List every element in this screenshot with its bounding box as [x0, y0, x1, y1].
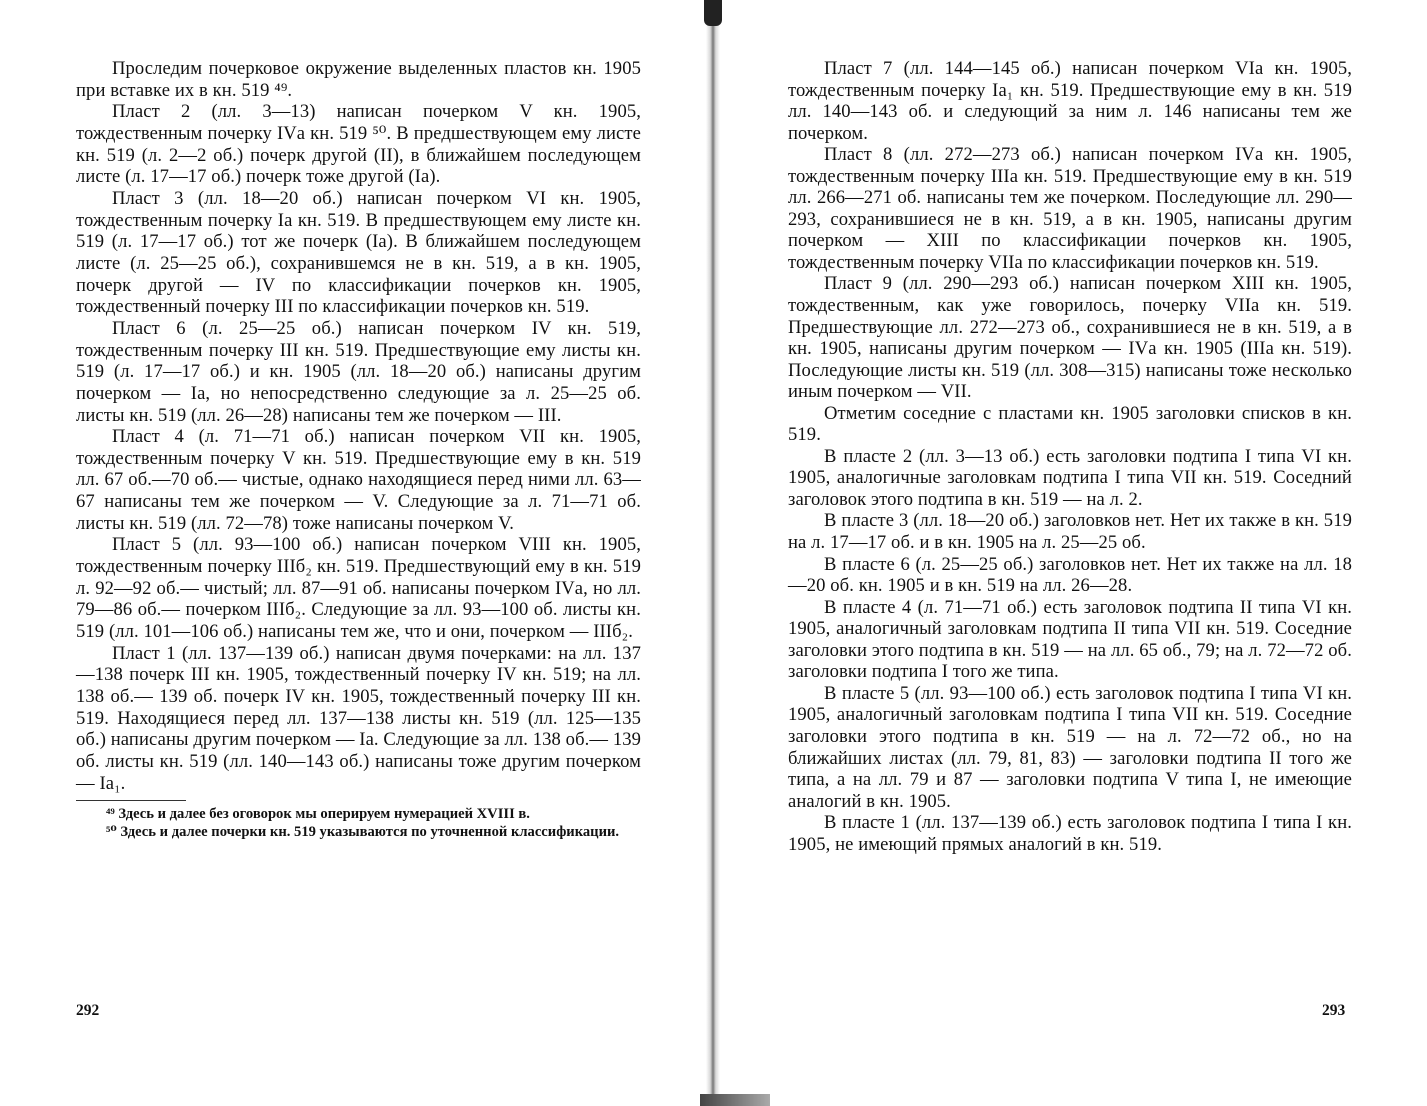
- paragraph: Отметим соседние с пластами кн. 1905 заголовки списков в кн. 519.: [788, 402, 1352, 446]
- paragraph: В пласте 5 (лл. 93—100 об.) есть заголовок подтипа I типа VI кн. 1905, аналогичный заголовкам подтипа I типа VII кн. 519. Соседние заголовки этого подтипа в кн. 519 — на л. 72—72 об., но на ближайших листах (лл. 79, 81, 83) — заголовки подтипа II того же типа, а на лл. 79 и 87 — заголовки подтипа V типа I, не имеющие аналогий в кн. 1905.: [788, 682, 1352, 812]
- page-number-left: 292: [76, 1002, 100, 1019]
- right-page: [788, 58, 1352, 855]
- binding-mark: [704, 0, 722, 26]
- paragraph: Пласт 8 (лл. 272—273 об.) написан почерком IVа кн. 1905, тождественным почерку IIIа кн. 519. Предшествующие ему в кн. 519 лл. 266—271 об. написаны тем же почерком. Последующие лл. 290—293, сохранившиеся не в кн. 519, а в кн. 1905, написаны другим почерком — XIII по классификации почерков кн. 1905, тождественным почерку VIIа по классификации почерков кн. 519.: [788, 144, 1352, 273]
- paragraph: В пласте 6 (л. 25—25 об.) заголовков нет. Нет их также на лл. 18—20 об. кн. 1905 и в кн. 519 на лл. 26—28.: [788, 553, 1352, 597]
- page-number-right: 293: [1322, 1002, 1346, 1019]
- paragraph: Пласт 2 (лл. 3—13) написан почерком V кн. 1905, тождественным почерку IVа кн. 519 ⁵⁰. В предшествующем ему листе кн. 519 (л. 2—2 об.) почерк другой (II), в ближайшем последующем листе (л. 17—17 об.) почерк тоже другой (Iа).: [76, 101, 641, 188]
- paragraph: В пласте 1 (лл. 137—139 об.) есть заголовок подтипа I типа I кн. 1905, не имеющий прямых аналогий в кн. 519.: [788, 812, 1352, 855]
- left-page: [76, 58, 641, 841]
- paragraph: Пласт 5 (лл. 93—100 об.) написан почерком VIII кн. 1905, тождественным почерку IIIб₂ кн. 519. Предшествующий ему в кн. 519 л. 92—92 об.— чистый; лл. 87—91 об. написаны почерком IVа, но лл. 79—86 об.— почерком IIIб₂. Следующие за лл. 93—100 об. листы кн. 519 (лл. 101—106 об.) написаны тем же, что и они, почерком — IIIб₂.: [76, 534, 641, 643]
- book-gutter: [706, 0, 720, 1106]
- paragraph: Пласт 9 (лл. 290—293 об.) написан почерком XIII кн. 1905, тождественным, как уже говорилось, почерку VIIа кн. 519. Предшествующие лл. 272—273 об., сохранившиеся не в кн. 519, а в кн. 1905, написаны другим почерком — IVа кн. 1905 (IIIа кн. 519). Последующие листы кн. 519 (лл. 308—315) написаны тоже несколько иным почерком — VII.: [788, 273, 1352, 403]
- paragraph: Пласт 7 (лл. 144—145 об.) написан почерком VIа кн. 1905, тождественным почерку Iа₁ кн. 519. Предшествующие ему в кн. 519 лл. 140—143 об. и следующий за ним л. 146 написаны тем же почерком.: [788, 58, 1352, 144]
- paragraph: Пласт 4 (л. 71—71 об.) написан почерком VII кн. 1905, тождественным почерку V кн. 519. Предшествующие ему в кн. 519 лл. 67 об.—70 об.— чистые, однако находящиеся перед ними лл. 63—67 написаны тем же почерком — V. Следующие за л. 71—71 об. листы кн. 519 (лл. 72—78) тоже написаны почерком V.: [76, 426, 641, 534]
- paragraph: В пласте 2 (лл. 3—13 об.) есть заголовки подтипа I типа VI кн. 1905, аналогичные заголовкам подтипа I типа VII кн. 519. Соседний заголовок этого подтипа в кн. 519 — на л. 2.: [788, 445, 1352, 510]
- paragraph: В пласте 4 (л. 71—71 об.) есть заголовок подтипа II типа VI кн. 1905, аналогичный заголовкам подтипа II типа VII кн. 519. Соседние заголовки этого подтипа в кн. 519 — на лл. 65 об., 79; на л. 72—72 об. заголовки подтипа I того же типа.: [788, 596, 1352, 683]
- paragraph: Пласт 6 (л. 25—25 об.) написан почерком IV кн. 519, тождественным почерку III кн. 519. Предшествующие ему листы кн. 519 (л. 17—17 об.) и кн. 1905 (лл. 18—20 об.) написаны другим почерком — Iа, но непосредственно следующие за л. 25—25 об. листы кн. 519 (лл. 26—28) написаны тем же почерком — III.: [76, 317, 641, 426]
- binding-foot: [700, 1094, 770, 1106]
- paragraph: Пласт 1 (лл. 137—139 об.) написан двумя почерками: на лл. 137—138 почерк III кн. 1905, тождественный почерку IV кн. 519; на лл. 138 об.— 139 об. почерк IV кн. 1905, тождественный почерку III кн. 519. Находящиеся перед лл. 137—138 листы кн. 519 (лл. 125—135 об.) написаны другим почерком — Iа. Следующие за лл. 138 об.— 139 об. листы кн. 519 (лл. 140—143 об.) написаны тоже другим почерком — Iа₁.: [76, 642, 642, 794]
- paragraph: Проследим почерковое окружение выделенных пластов кн. 1905 при вставке их в кн. 519 ⁴⁹.: [76, 58, 641, 101]
- paragraph: В пласте 3 (лл. 18—20 об.) заголовков нет. Нет их также в кн. 519 на л. 17—17 об. и в кн. 1905 на л. 25—25 об.: [788, 510, 1352, 554]
- footnote-divider: [76, 800, 186, 801]
- footnote: ⁵⁰ Здесь и далее почерки кн. 519 указываются по уточненной классификации.: [106, 824, 620, 841]
- paragraph: Пласт 3 (лл. 18—20 об.) написан почерком VI кн. 1905, тождественным почерку Iа кн. 519. В предшествующем ему листе кн. 519 (л. 17—17 об.) тот же почерк (Iа). В ближайшем последующем листе (л. 25—25 об.), сохранившемся не в кн. 519, а в кн. 1905, почерк другой — IV по классификации почерков кн. 1905, тождественный почерку III по классификации почерков кн. 519.: [76, 187, 641, 318]
- footnote: ⁴⁹ Здесь и далее без оговорок мы оперируем нумерацией XVIII в.: [106, 806, 530, 823]
